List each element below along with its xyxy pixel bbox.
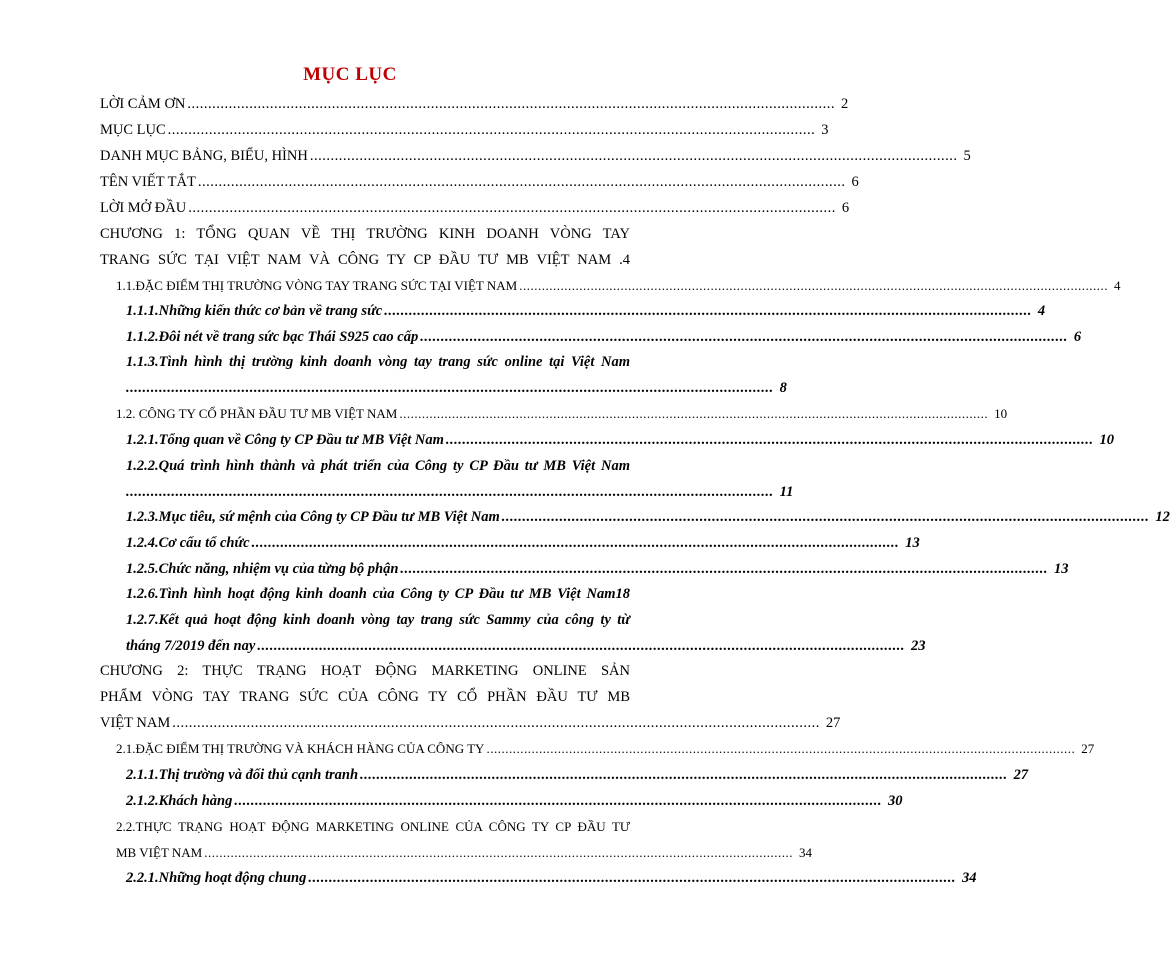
toc-entry-loi-mo-dau[interactable]: LỜI MỞ ĐẦU ............................................................................................................................................................. 6 bbox=[100, 200, 850, 216]
toc-entry-1-2-3[interactable]: 1.2.3.Mục tiêu, sứ mệnh của Công ty CP Đầu tư MB Việt Nam ............................................................................................................................................................. 12 bbox=[126, 509, 1170, 525]
toc-entry-muc-luc[interactable]: MỤC LỤC ............................................................................................................................................................. 3 bbox=[100, 122, 829, 138]
toc-entry-ten-viet-tat[interactable]: TÊN VIẾT TẮT ............................................................................................................................................................. 6 bbox=[100, 174, 859, 190]
toc-entry-1-1-2[interactable]: 1.1.2.Đôi nét về trang sức bạc Thái S925 cao cấp ............................................................................................................................................................. 6 bbox=[126, 329, 1082, 345]
toc-entry-1-1[interactable]: 1.1.ĐẶC ĐIỂM THỊ TRƯỜNG VÒNG TAY TRANG SỨC TẠI VIỆT NAM ............................................................................................................................................................. 4 bbox=[116, 278, 1121, 293]
toc-entry-danh-muc[interactable]: DANH MỤC BẢNG, BIỂU, HÌNH ............................................................................................................................................................. 5 bbox=[100, 148, 971, 164]
toc-entry-2-1-1[interactable]: 2.1.1.Thị trường và đối thủ cạnh tranh ............................................................................................................................................................. 27 bbox=[126, 767, 1029, 783]
toc-page: MỤC LỤC LỜI CẢM ƠN ............................................................................................................................................................. 2 MỤC LỤC ............................................................................................................................................................. 3 DANH MỤC BẢNG, BIỂU, HÌNH ............................................................................................................................................................. 5 TÊN VIẾT TẮT ............................................................................................................................................................. 6 LỜI MỞ ĐẦU ............................................................................................................................................................. 6 CHƯƠNG 1: TỔNG QUAN VỀ THỊ TRƯỜNG KINH DOANH VÒNG TAY TRANG SỨC TẠI VIỆT NAM VÀ CÔNG TY CP ĐẦU TƯ MB VIỆT NAM .4 1.1.ĐẶC ĐIỂM THỊ TRƯỜNG VÒNG TAY TRANG SỨC TẠI VIỆT NAM ............................................................................................................................................................. 4 1.1.1.Những kiến thức cơ bản về trang sức ............................................................................................................................................................. 4 1.1.2.Đôi nét về trang sức bạc Thái S925 cao cấp ............................................................................................................................................................. 6 1.1.3.Tình hình thị trường kinh doanh vòng tay trang sức online tại Việt Nam ............................................................................................................................................................. 8 1.2. CÔNG TY CỔ PHẦN ĐẦU TƯ MB VIỆT NAM ............................................................................................................................................................. 10 1.2.1.Tổng quan về Công ty CP Đầu tư MB Việt Nam ............................................................................................................................................................. 10 1.2.2.Quá trình hình thành và phát triển của Công ty CP Đầu tư MB Việt Nam ............................................................................................................................................................. 11 1.2.3.Mục tiêu, sứ mệnh của Công ty CP Đầu tư MB Việt Nam ............................................................................................................................................................. 12 1.2.4.Cơ cấu tổ chức ............................................................................................................................................................. 13 1.2.5.Chức năng, nhiệm vụ của từng bộ phận ............................................................................................................................................................. 13 1.2.6.Tình hình hoạt động kinh doanh của Công ty CP Đầu tư MB Việt Nam18 1.2.7.Kết quả hoạt động kinh doanh vòng tay trang sức Sammy của công ty từ tháng 7/2019 đến nay ............................................................................................................................................................. 23 CHƯƠNG 2: THỰC TRẠNG HOẠT ĐỘNG MARKETING ONLINE SẢN PHẨM VÒNG TAY TRANG SỨC CỦA CÔNG TY CỔ PHẦN ĐẦU TƯ MB VIỆT NAM ............................................................................................................................................................. 27 2.1.ĐẶC ĐIỂM THỊ TRƯỜNG VÀ KHÁCH HÀNG CỦA CÔNG TY ............................................................................................................................................................. 27 2.1.1.Thị trường và đối thủ cạnh tranh ............................................................................................................................................................. 27 2.1.2.Khách hàng ............................................................................................................................................................. 30 2.2.THỰC TRẠNG HOẠT ĐỘNG MARKETING ONLINE CỦA CÔNG TY CP ĐẦU TƯ MB VIỆT NAM ............................................................................................................................................................. 34 2.2.1.Những hoạt động chung ............................................................................................................................................................. 34 bbox=[0, 0, 700, 960]
toc-entry-loi-cam-on[interactable]: LỜI CẢM ƠN ............................................................................................................................................................. 2 bbox=[100, 96, 849, 112]
toc-entry-1-1-1[interactable]: 1.1.1.Những kiến thức cơ bản về trang sức ............................................................................................................................................................. 4 bbox=[126, 303, 1046, 319]
toc-entry-1-2[interactable]: 1.2. CÔNG TY CỔ PHẦN ĐẦU TƯ MB VIỆT NAM ............................................................................................................................................................. 10 bbox=[116, 406, 1008, 421]
toc-entry-2-2-1[interactable]: 2.2.1.Những hoạt động chung ............................................................................................................................................................. 34 bbox=[126, 870, 977, 886]
toc-entry-1-2-1[interactable]: 1.2.1.Tổng quan về Công ty CP Đầu tư MB Việt Nam ............................................................................................................................................................. 10 bbox=[126, 432, 1115, 448]
toc-title: MỤC LỤC bbox=[303, 64, 397, 85]
toc-entry-2-1-2[interactable]: 2.1.2.Khách hàng ............................................................................................................................................................. 30 bbox=[126, 793, 903, 809]
toc-entry-1-2-4[interactable]: 1.2.4.Cơ cấu tổ chức ............................................................................................................................................................. 13 bbox=[126, 535, 920, 551]
toc-entry-1-2-6[interactable]: 1.2.6.Tình hình hoạt động kinh doanh của Công ty CP Đầu tư MB Việt Nam18 bbox=[126, 586, 630, 602]
toc-entry-2-1[interactable]: 2.1.ĐẶC ĐIỂM THỊ TRƯỜNG VÀ KHÁCH HÀNG CỦA CÔNG TY ............................................................................................................................................................. 27 bbox=[116, 741, 1095, 756]
toc-entry-1-2-5[interactable]: 1.2.5.Chức năng, nhiệm vụ của từng bộ phận ............................................................................................................................................................. 13 bbox=[126, 561, 1069, 577]
